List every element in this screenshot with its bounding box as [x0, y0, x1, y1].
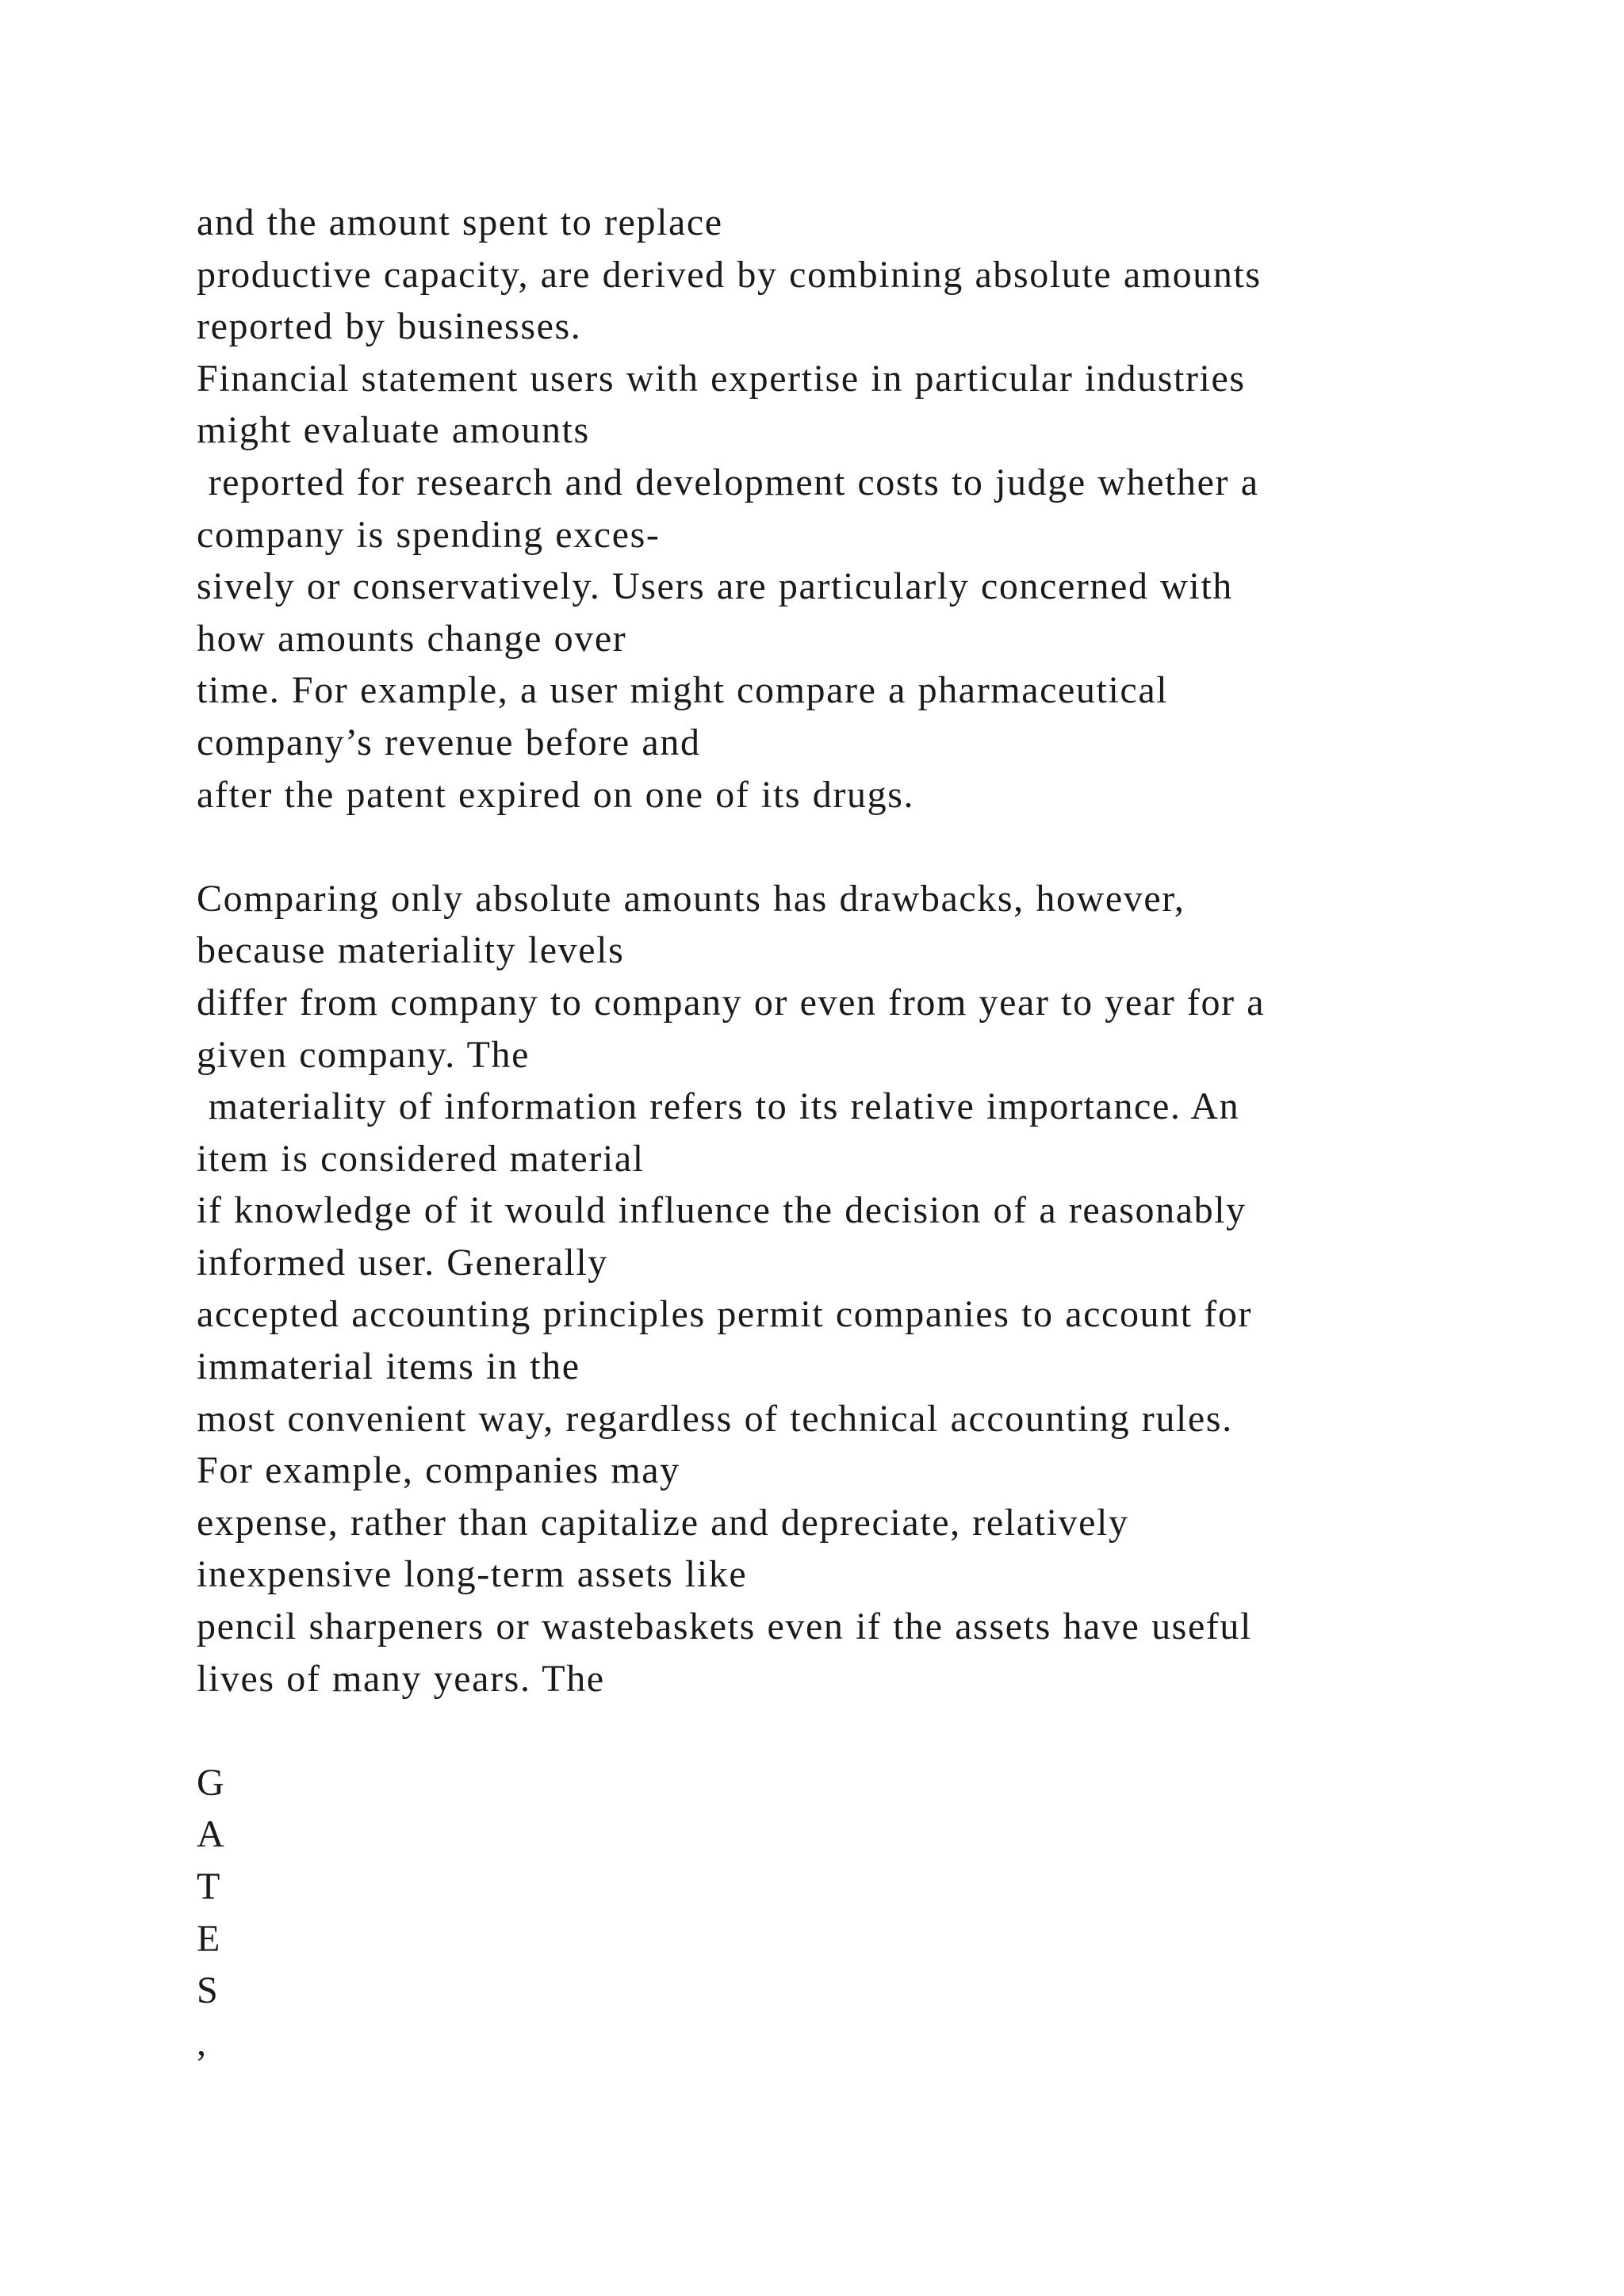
- text-line: accepted accounting principles permit companies to account for: [197, 1293, 1253, 1336]
- text-line: ,: [197, 2021, 208, 2064]
- text-line: T: [197, 1866, 221, 1908]
- text-line: materiality of information refers to its relative importance. An: [197, 1085, 1240, 1128]
- paragraph: [197, 197, 1561, 821]
- text-line: S: [197, 1969, 220, 2012]
- paragraph-spacer: [197, 821, 1561, 873]
- text-line: because materiality levels: [197, 929, 625, 972]
- paragraph-spacer: [197, 1705, 1561, 1757]
- text-line: immaterial items in the: [197, 1345, 580, 1388]
- vertical-letters: [197, 1757, 1561, 2069]
- text-line: if knowledge of it would influence the decision of a reasonably: [197, 1189, 1247, 1232]
- text-line: sively or conservatively. Users are particularly concerned with: [197, 565, 1233, 608]
- text-line: most convenient way, regardless of technical accounting rules.: [197, 1397, 1233, 1440]
- text-line: expense, rather than capitalize and depreciate, relatively: [197, 1501, 1129, 1544]
- text-line: company’s revenue before and: [197, 721, 701, 763]
- text-line: informed user. Generally: [197, 1241, 608, 1284]
- text-line: Financial statement users with expertise in particular industries: [197, 357, 1246, 400]
- text-line: G: [197, 1761, 226, 1804]
- text-line: A: [197, 1813, 226, 1856]
- text-line: reported by businesses.: [197, 305, 582, 348]
- text-line: given company. The: [197, 1033, 530, 1076]
- text-line: lives of many years. The: [197, 1657, 605, 1700]
- text-line: For example, companies may: [197, 1449, 680, 1492]
- text-line: item is considered material: [197, 1137, 645, 1180]
- text-line: company is spending exces-: [197, 513, 661, 556]
- text-line: reported for research and development costs to judge whether a: [197, 461, 1259, 503]
- text-line: and the amount spent to replace: [197, 201, 723, 243]
- text-line: inexpensive long-term assets like: [197, 1553, 748, 1596]
- text-line: differ from company to company or even from year to year for a: [197, 981, 1266, 1024]
- body-text: [197, 197, 1561, 2068]
- paragraph: [197, 873, 1561, 1705]
- text-line: pencil sharpeners or wastebaskets even if the assets have useful: [197, 1605, 1252, 1648]
- text-line: after the patent expired on one of its drugs.: [197, 773, 915, 816]
- text-line: Comparing only absolute amounts has drawbacks, however,: [197, 877, 1185, 920]
- text-line: productive capacity, are derived by combining absolute amounts: [197, 253, 1262, 296]
- text-line: E: [197, 1917, 221, 1960]
- text-line: might evaluate amounts: [197, 409, 590, 452]
- text-line: time. For example, a user might compare a pharmaceutical: [197, 669, 1169, 712]
- text-line: how amounts change over: [197, 617, 627, 660]
